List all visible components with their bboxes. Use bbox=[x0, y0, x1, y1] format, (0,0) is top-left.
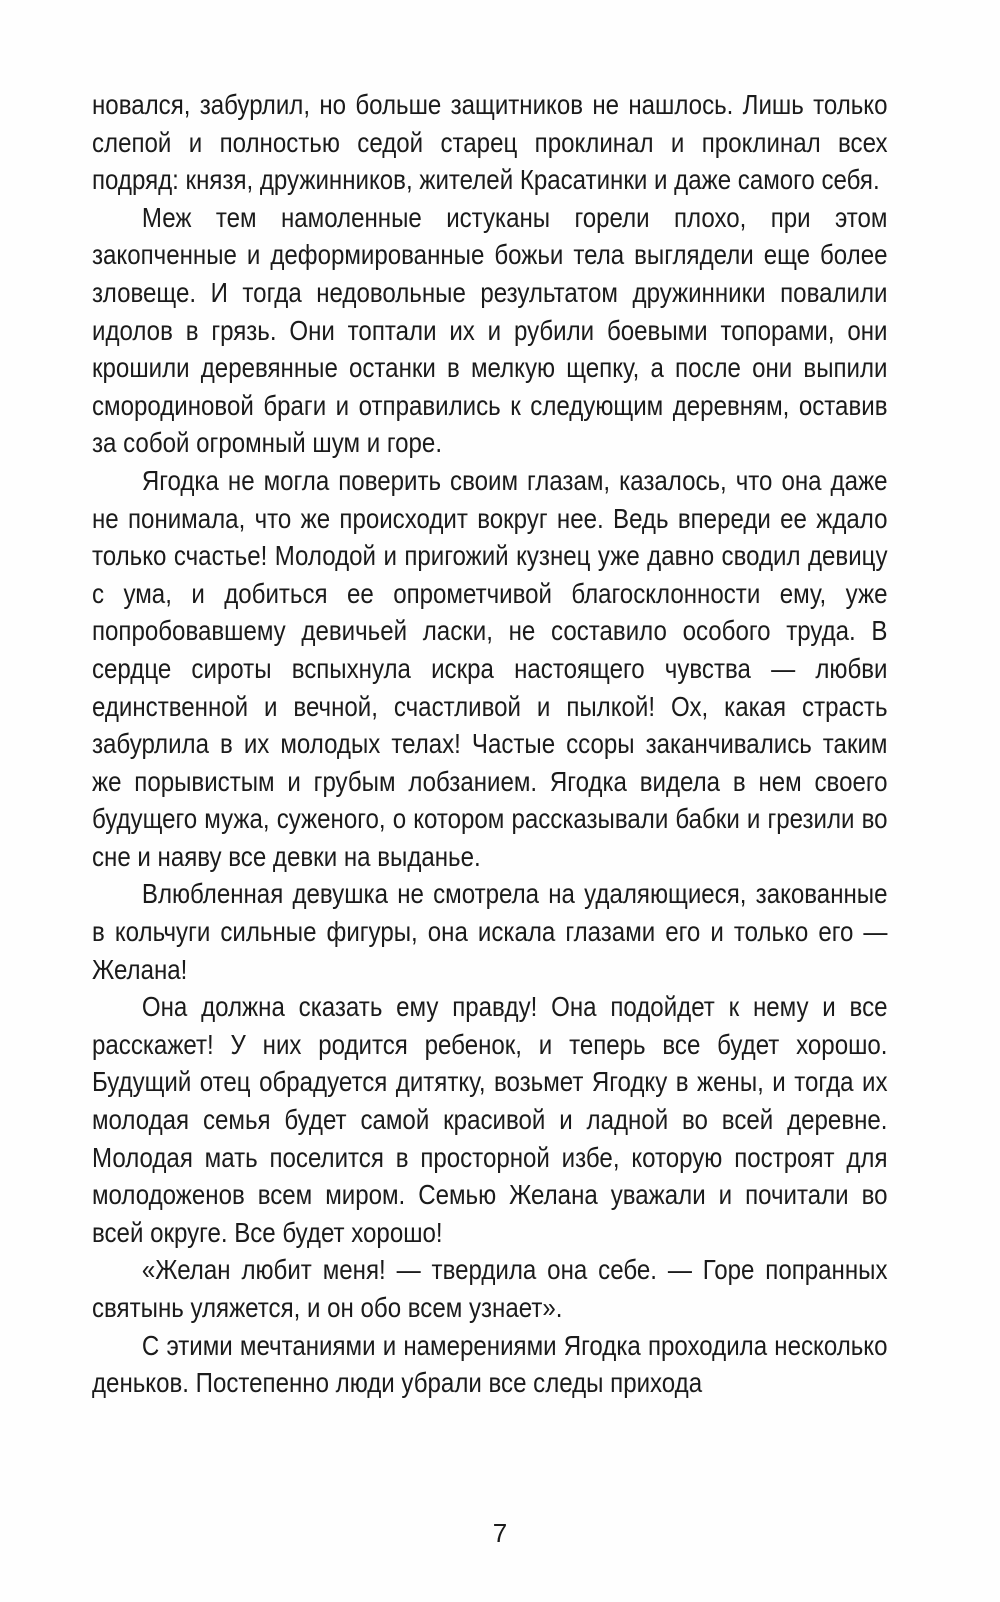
paragraph: Ягодка не могла поверить своим глазам, казалось, что она даже не понимала, что же происходит вокруг нее. Ведь впереди ее ждало только счастье! Молодой и пригожий кузнец уже давно сводил девицу с ума, и добиться ее опрометчивой благосклонности ему, уже попробовавшему девичьей ласки, не составило особого труда. В сердце сироты вспыхнула искра настоящего чувства — любви единственной и вечной, счастливой и пылкой! Ох, какая страсть забурлила в их молодых телах! Частые ссоры заканчивались таким же порывистым и грубым лобзанием. Ягодка видела в нем своего будущего мужа, суженого, о котором рассказывали бабки и грезили во сне и наяву все девки на выданье. bbox=[92, 464, 888, 872]
paragraph: Она должна сказать ему правду! Она подойдет к нему и все расскажет! У них родится ребенок, и теперь все будет хорошо. Будущий отец обрадуется дитятку, возьмет Ягодку в жены, и тогда их молодая семья будет самой красивой и ладной во всей деревне. Молодая мать поселится в просторной избе, которую построят для молодоженов всем миром. Семью Желана уважали и почитали во всей округе. Все будет хорошо! bbox=[92, 991, 888, 1248]
paragraph: С этими мечтаниями и намерениями Ягодка проходила несколько деньков. Постепенно люди убрали все следы прихода bbox=[92, 1329, 888, 1399]
paragraph: Меж тем намоленные истуканы горели плохо, при этом закопченные и деформированные божьи тела выглядели еще более зловеще. И тогда недовольные результатом дружинники повалили идолов в грязь. Они топтали их и рубили боевыми топорами, они крошили деревянные останки в мелкую щепку, а после они выпили смородиновой браги и отправились к следующим деревням, оставив за собой огромный шум и горе. bbox=[92, 201, 888, 459]
paragraph: Влюбленная девушка не смотрела на удаляющиеся, закованные в кольчуги сильные фигуры, она искала глазами его и только его — Желана! bbox=[92, 878, 888, 985]
page-number: 7 bbox=[492, 1518, 508, 1548]
paragraph-quote: «Желан любит меня! — твердила она себе. — Горе попранных святынь уляжется, и он обо всем узнает». bbox=[92, 1254, 888, 1323]
paragraph-continuation: новался, забурлил, но больше защитников не нашлось. Лишь только слепой и полностью седой старец проклинал и проклинал всех подряд: князя, дружинников, жителей Красатинки и даже самого себя. bbox=[92, 89, 888, 196]
body-text bbox=[92, 86, 888, 1402]
